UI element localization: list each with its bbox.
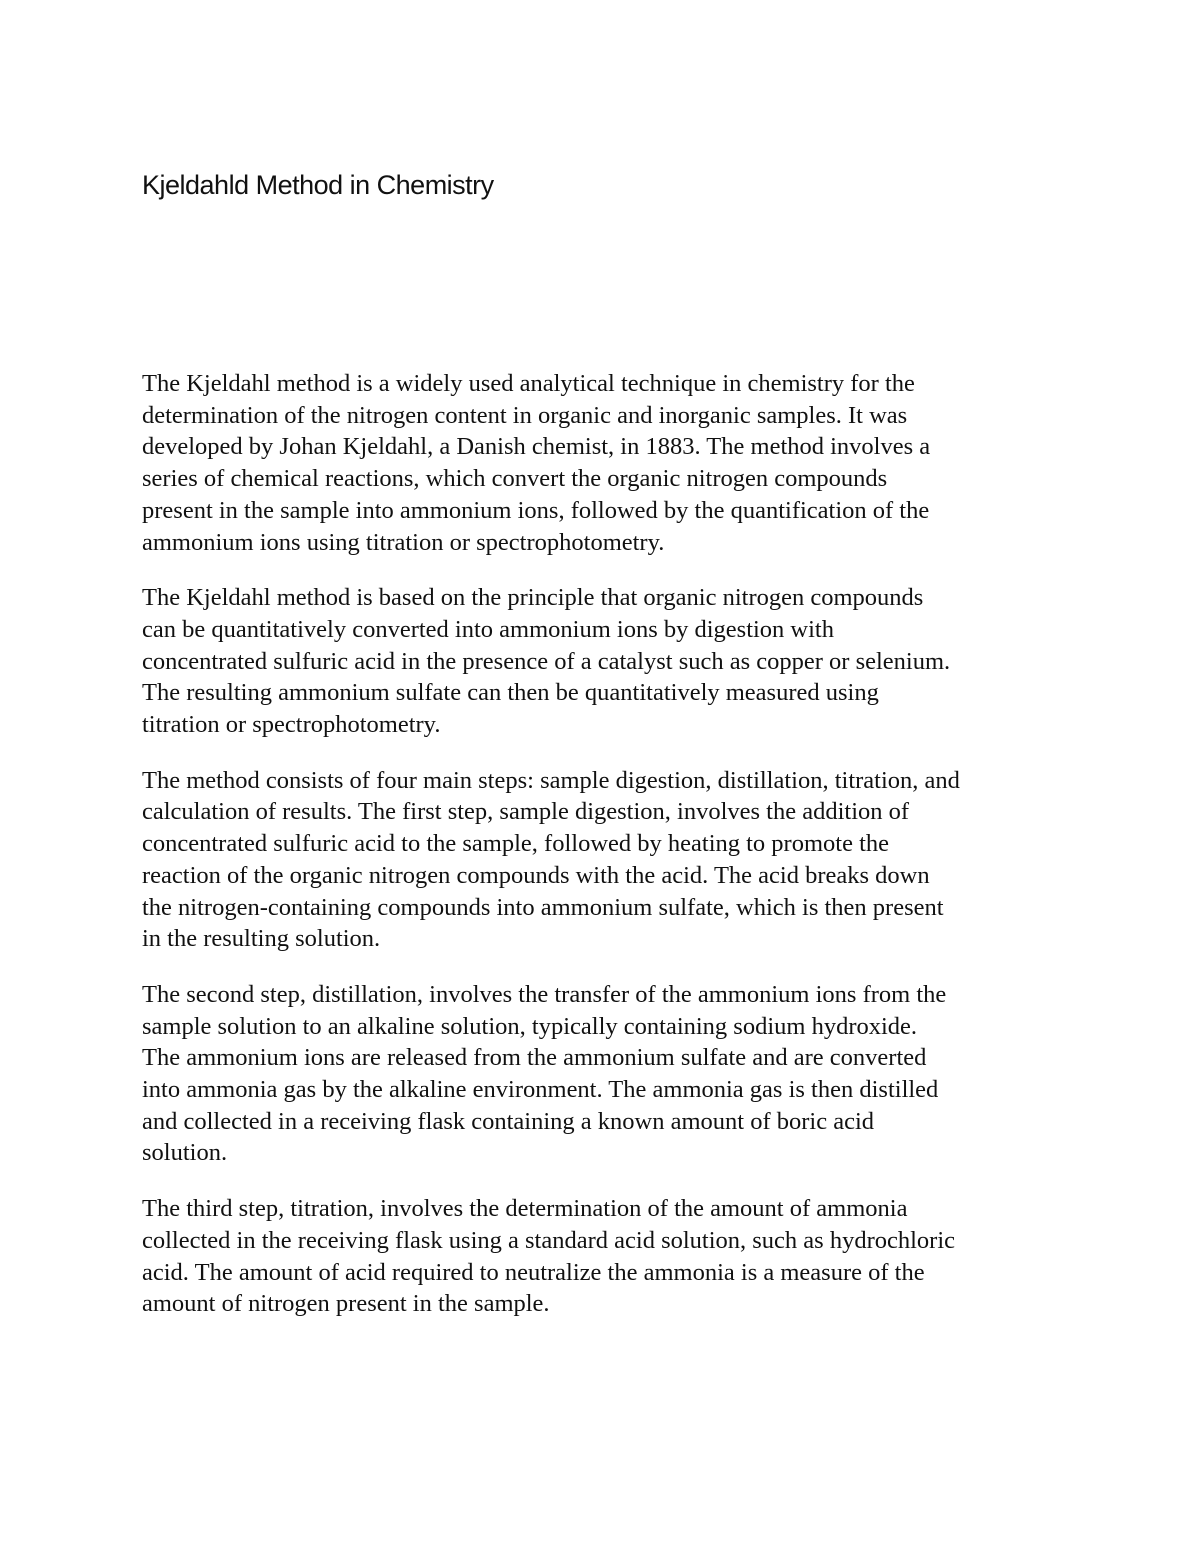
paragraph-steps-digestion <box>142 765 1072 955</box>
text-line: solution. <box>142 1139 228 1167</box>
text-line: ammonium ions using titration or spectrophotometry. <box>142 528 665 556</box>
text-line: The third step, titration, involves the determination of the amount of ammonia <box>142 1195 908 1223</box>
text-line: acid. The amount of acid required to neutralize the ammonia is a measure of the <box>142 1258 925 1286</box>
text-line: can be quantitatively converted into ammonium ions by digestion with <box>142 615 834 643</box>
text-line: titration or spectrophotometry. <box>142 711 441 739</box>
text-line: collected in the receiving flask using a standard acid solution, such as hydrochloric <box>142 1226 956 1254</box>
text-line: sample solution to an alkaline solution, typically containing sodium hydroxide. <box>142 1012 918 1040</box>
text-line: amount of nitrogen present in the sample. <box>142 1290 550 1318</box>
text-line: The second step, distillation, involves the transfer of the ammonium ions from the <box>142 980 947 1008</box>
text-line: reaction of the organic nitrogen compounds with the acid. The acid breaks down <box>142 861 930 889</box>
document-body <box>142 368 1072 1344</box>
text-line: determination of the nitrogen content in organic and inorganic samples. It was <box>142 401 908 429</box>
text-line: and collected in a receiving flask containing a known amount of boric acid <box>142 1107 875 1135</box>
document-title: Kjeldahld Method in Chemistry <box>142 170 494 200</box>
text-line: The Kjeldahl method is a widely used analytical technique in chemistry for the <box>142 370 915 397</box>
text-line: The method consists of four main steps: sample digestion, distillation, titration, and <box>142 766 960 794</box>
text-line: series of chemical reactions, which convert the organic nitrogen compounds <box>142 465 888 493</box>
text-line: The Kjeldahl method is based on the principle that organic nitrogen compounds <box>142 584 924 612</box>
paragraph-titration <box>142 1193 1072 1320</box>
text-line: calculation of results. The first step, sample digestion, involves the addition of <box>142 798 910 826</box>
text-line: the nitrogen-containing compounds into ammonium sulfate, which is then present <box>142 893 944 921</box>
paragraph-distillation <box>142 979 1072 1169</box>
text-line: present in the sample into ammonium ions, followed by the quantification of the <box>142 496 930 524</box>
text-line: into ammonia gas by the alkaline environment. The ammonia gas is then distilled <box>142 1076 939 1104</box>
text-line: concentrated sulfuric acid in the presence of a catalyst such as copper or selenium. <box>142 647 951 675</box>
paragraph-principle <box>142 582 1072 741</box>
paragraph-intro <box>142 368 1072 558</box>
text-line: developed by Johan Kjeldahl, a Danish chemist, in 1883. The method involves a <box>142 433 931 461</box>
text-line: in the resulting solution. <box>142 925 381 953</box>
text-line: concentrated sulfuric acid to the sample, followed by heating to promote the <box>142 830 890 858</box>
text-line: The resulting ammonium sulfate can then be quantitatively measured using <box>142 679 879 707</box>
text-line: The ammonium ions are released from the ammonium sulfate and are converted <box>142 1044 927 1072</box>
